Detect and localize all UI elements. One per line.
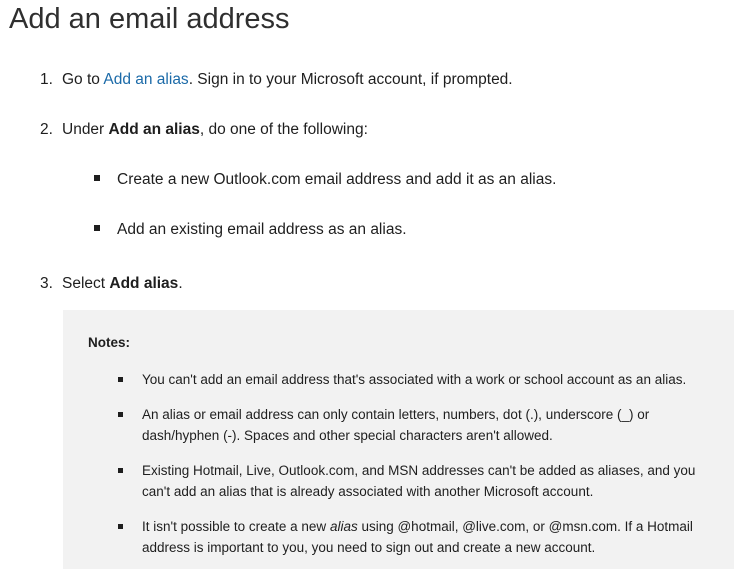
page-title: Add an email address bbox=[9, 3, 290, 35]
step-2-sub-item-1 bbox=[94, 170, 556, 190]
square-bullet-icon bbox=[118, 377, 123, 382]
note-item-4 bbox=[115, 516, 725, 558]
note-text: You can't add an email address that's associated with a work or school account as an alias. bbox=[142, 372, 687, 387]
square-bullet-icon bbox=[94, 175, 100, 181]
note-item-1 bbox=[115, 369, 725, 390]
note-text-after: using @hotmail, @live.com, or @msn.com. If a Hotmail address is important to you, you need to sign out and create a new account. bbox=[142, 519, 693, 555]
step-2-bold-text: Add an alias bbox=[108, 121, 200, 138]
notes-heading: Notes: bbox=[88, 335, 131, 350]
note-item-3 bbox=[115, 460, 725, 502]
square-bullet-icon bbox=[94, 225, 100, 231]
step-1-text-before: Go to bbox=[62, 71, 104, 88]
note-item-2 bbox=[115, 404, 725, 446]
step-number: 1. bbox=[40, 71, 53, 88]
note-text-before: It isn't possible to create a new bbox=[142, 519, 330, 534]
step-1-text-after: . Sign in to your Microsoft account, if prompted. bbox=[188, 71, 513, 88]
square-bullet-icon bbox=[118, 412, 123, 417]
step-number: 2. bbox=[40, 121, 53, 138]
square-bullet-icon bbox=[118, 524, 123, 529]
step-3-text-before: Select bbox=[62, 275, 110, 292]
step-3-text-after: . bbox=[178, 275, 183, 292]
square-bullet-icon bbox=[118, 468, 123, 473]
step-1 bbox=[40, 70, 513, 90]
step-2 bbox=[40, 120, 368, 140]
step-2-text-before: Under bbox=[62, 121, 109, 138]
sub-item-text: Create a new Outlook.com email address and add it as an alias. bbox=[117, 171, 557, 188]
step-number: 3. bbox=[40, 275, 53, 292]
notes-box bbox=[63, 310, 734, 569]
sub-item-text: Add an existing email address as an alias. bbox=[117, 221, 407, 238]
note-text: Existing Hotmail, Live, Outlook.com, and MSN addresses can't be added as aliases, and you can't add an alias that is already associated with another Microsoft account. bbox=[142, 463, 696, 499]
step-2-sub-item-2 bbox=[94, 220, 407, 240]
note-text: An alias or email address can only contain letters, numbers, dot (.), underscore (_) or dash/hyphen (-). Spaces and other special characters aren't allowed. bbox=[142, 407, 650, 443]
step-3 bbox=[40, 274, 183, 294]
add-an-alias-link[interactable]: Add an alias bbox=[103, 71, 189, 88]
note-italic-text: alias bbox=[329, 519, 358, 534]
step-3-bold-text: Add alias bbox=[109, 275, 179, 292]
step-2-text-after: , do one of the following: bbox=[199, 121, 368, 138]
